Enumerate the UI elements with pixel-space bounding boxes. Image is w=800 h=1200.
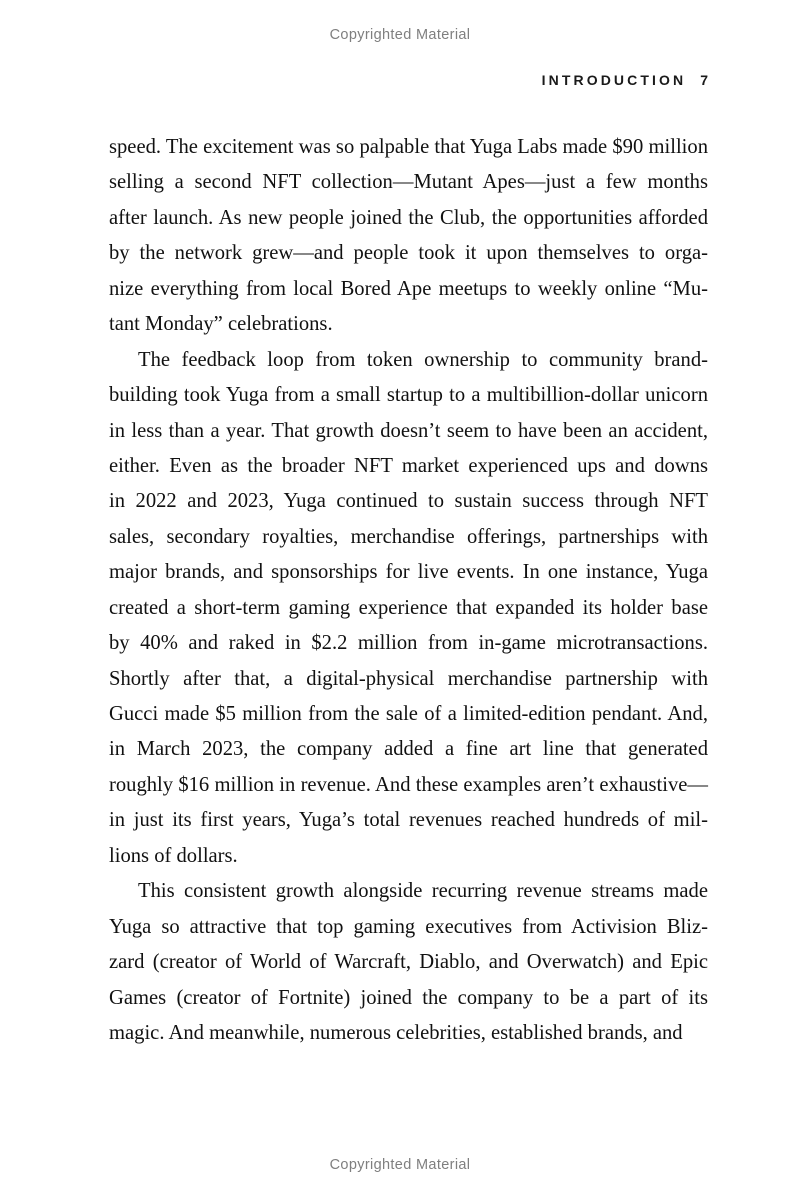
text-line: major brands, and sponsorships for live events. In one instance, Yuga — [109, 561, 708, 584]
copyright-watermark-bottom: Copyrighted Material — [329, 1157, 471, 1173]
text-line: created a short-term gaming experience that expanded its holder base — [109, 596, 708, 619]
running-head — [109, 72, 708, 88]
text-line: building took Yuga from a small startup to a multibillion-dollar unicorn — [109, 384, 708, 407]
text-line: either. Even as the broader NFT market experienced ups and downs — [109, 454, 708, 477]
text-line: in less than a year. That growth doesn’t seem to have been an accident, — [109, 419, 708, 442]
page-number: 7 — [700, 72, 708, 88]
text-line: after launch. As new people joined the Club, the opportunities afforded — [109, 206, 708, 229]
text-line: Shortly after that, a digital-physical merchandise partnership with — [109, 667, 708, 690]
text-line: The feedback loop from token ownership to community brand- — [138, 348, 708, 371]
text-line: sales, secondary royalties, merchandise offerings, partnerships with — [109, 525, 708, 548]
copyright-watermark-top: Copyrighted Material — [329, 27, 471, 43]
text-line: by the network grew—and people took it upon themselves to orga- — [109, 242, 708, 265]
text-line: tant Monday” celebrations. — [109, 313, 333, 336]
running-head-chapter: INTRODUCTION — [541, 72, 687, 88]
paragraph — [109, 130, 708, 343]
paragraph — [109, 343, 708, 875]
text-line: in just its first years, Yuga’s total revenues reached hundreds of mil- — [109, 809, 708, 832]
body-text-block — [109, 130, 708, 1051]
text-line: lions of dollars. — [109, 844, 238, 867]
text-line: in 2022 and 2023, Yuga continued to sustain success through NFT — [109, 490, 708, 513]
paragraph — [109, 874, 708, 1051]
text-line: by 40% and raked in $2.2 million from in-game microtransactions. — [109, 632, 708, 655]
text-line: This consistent growth alongside recurring revenue streams made — [138, 880, 708, 903]
text-line: in March 2023, the company added a fine art line that generated — [109, 738, 708, 761]
text-line: Gucci made $5 million from the sale of a limited-edition pendant. And, — [109, 703, 708, 725]
text-line: nize everything from local Bored Ape meetups to weekly online “Mu- — [109, 277, 708, 300]
text-line: selling a second NFT collection—Mutant Apes—just a few months — [109, 171, 708, 194]
text-line: magic. And meanwhile, numerous celebrities, established brands, and — [109, 1021, 683, 1044]
text-line: speed. The excitement was so palpable that Yuga Labs made $90 million — [109, 136, 708, 158]
text-line: Yuga so attractive that top gaming executives from Activision Bliz- — [109, 915, 708, 938]
text-line: zard (creator of World of Warcraft, Diablo, and Overwatch) and Epic — [109, 951, 708, 974]
text-line: Games (creator of Fortnite) joined the company to be a part of its — [109, 986, 708, 1009]
text-line: roughly $16 million in revenue. And these examples aren’t exhaustive— — [109, 773, 708, 796]
